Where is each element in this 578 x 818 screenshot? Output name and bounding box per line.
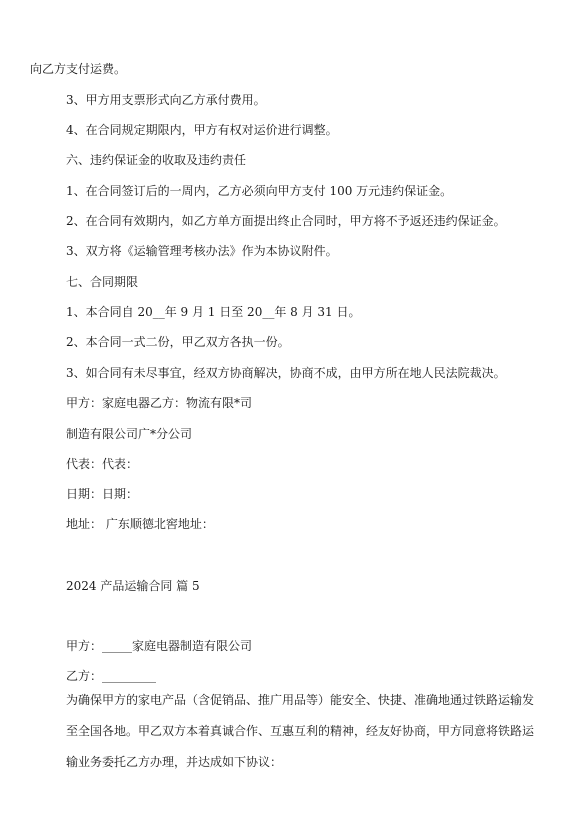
representative-line: 代表：代表： (66, 457, 139, 471)
preamble-paragraph: 为确保甲方的家电产品（含促销品、推广用品等）能安全、快捷、准确地通过铁路运输发至全国各地。甲乙双方本着真诚合作、互惠互利的精神，经友好协商，甲方同意将铁路运输业务委托乙方办理，并达成如下协议： (66, 693, 535, 769)
text-line: 4、在合同规定期限内，甲方有权对运价进行调整。 (66, 123, 338, 137)
address-line: 地址： 广东顺德北窖地址： (66, 517, 214, 531)
party-line: 甲方：家庭电器乙方：物流有限*司 (66, 396, 253, 410)
party-b-line: 乙方：_________ (66, 669, 157, 683)
text-line: 3、双方将《运输管理考核办法》作为本协议附件。 (66, 244, 338, 258)
text-line: 1、本合同自 20__年 9 月 1 日至 20__年 8 月 31 日。 (66, 305, 361, 319)
text-line: 向乙方支付运费。 (30, 62, 127, 76)
section-heading: 七、合同期限 (66, 275, 139, 289)
text-line: 3、甲方用支票形式向乙方承付费用。 (66, 93, 266, 107)
text-line: 2、在合同有效期内，如乙方单方面提出终止合同时，甲方将不予返还违约保证金。 (66, 214, 506, 228)
party-a-line: 甲方：_____家庭电器制造有限公司 (66, 639, 253, 653)
text-line: 2、本合同一式二份，甲乙双方各执一份。 (66, 335, 290, 349)
date-line: 日期：日期： (66, 487, 139, 501)
contract-title: 2024 产品运输合同 篇 5 (66, 579, 200, 593)
text-line: 3、如合同有未尽事宜，经双方协商解决，协商不成，由甲方所在地人民法院裁决。 (66, 366, 506, 380)
text-line: 1、在合同签订后的一周内，乙方必须向甲方支付 100 万元违约保证金。 (66, 184, 453, 198)
section-heading: 六、违约保证金的收取及违约责任 (66, 153, 247, 167)
party-line: 制造有限公司广*分公司 (66, 427, 193, 441)
